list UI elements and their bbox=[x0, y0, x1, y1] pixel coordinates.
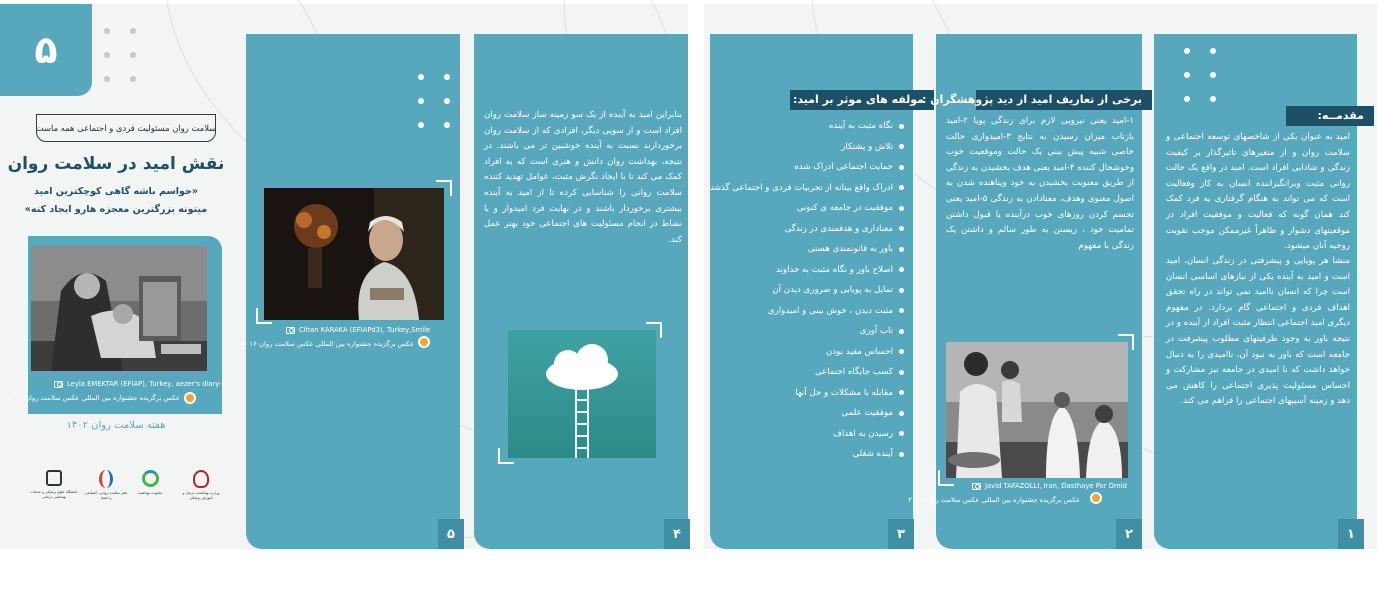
bullet-icon bbox=[899, 349, 904, 354]
page-4 bbox=[474, 34, 688, 549]
list-item: تلاش و پشتکار bbox=[718, 137, 904, 158]
smiling-woman-image bbox=[264, 188, 444, 320]
bullet-icon bbox=[899, 144, 904, 149]
list-item: باور به قانونمندی هستی bbox=[718, 239, 904, 260]
page-2-header: برخی از تعاریف امید از دید پژوهشگران : bbox=[976, 90, 1152, 110]
award-medal-icon bbox=[184, 392, 196, 404]
photo-award: عکس برگزیده جشنواره بین المللی عکس سلامت روان ۲۰۱۶ bbox=[242, 340, 414, 348]
health-deputy-logo bbox=[130, 470, 170, 496]
mental-health-office-logo bbox=[84, 470, 128, 500]
photo-credit bbox=[286, 326, 430, 334]
slogan-text: سلامت روان مسئولیت فردی و اجتماعی همه ماست bbox=[35, 123, 217, 133]
list-item: آینده شغلی bbox=[718, 444, 904, 465]
circle-logo-icon bbox=[142, 470, 159, 487]
list-item: تاب آوری bbox=[718, 321, 904, 342]
cover-title: نقش امید در سلامت روان bbox=[7, 154, 225, 174]
page-number-badge bbox=[0, 4, 92, 96]
camera-icon bbox=[286, 327, 295, 334]
page-number-tab: ۲ bbox=[1116, 519, 1142, 549]
page-3-header: مولفه های موثر بر امید: bbox=[790, 90, 934, 110]
brochure-sheet-left bbox=[0, 4, 688, 549]
list-item: حمایت اجتماعی ادراک شده bbox=[718, 157, 904, 178]
award-medal-icon bbox=[1090, 492, 1102, 504]
list-item: تمایل به پویایی و ضروری دیدن آن bbox=[718, 280, 904, 301]
cloud-ladder-icon bbox=[508, 330, 656, 458]
bullet-icon bbox=[899, 308, 904, 313]
cover-photo-award: عکس برگزیده جشنواره بین المللی عکس سلامت روان ۲۰۱۶ bbox=[8, 394, 180, 402]
corner-bracket-icon bbox=[498, 448, 514, 464]
list-item: احساس مفید بودن bbox=[718, 342, 904, 363]
cover-photo-credit bbox=[54, 380, 226, 388]
list-item: اصلاح باور و نگاه مثبت به خداوند bbox=[718, 260, 904, 281]
page-1-intro: امید به عنوان یکی از شاخصهای توسعه اجتماعی و سلامت روان و از متغیرهای تاثیرگذار بر کیفیت زندگی و شادابی افراد است. امید در واقع یک حالت روانی مثبت وبرانگیزاننده انسان به کار وفعالیت است که می تواند به هنگام گرفتاری به فرد کمک کند همان گونه که فعالیت و موفقیت افراد در موقعیتهای دشوار و ظاهراً غیرممکن موجب تقویت روحیه آنان میشود. bbox=[1166, 132, 1350, 252]
dot-grid bbox=[1184, 48, 1216, 102]
list-item: ادراک واقع بینانه از تجربیات فردی و اجتماعی گذشته bbox=[718, 178, 904, 199]
smiling-woman-photo bbox=[264, 188, 444, 320]
cover-page bbox=[0, 4, 232, 549]
list-item: موفقیت علمی bbox=[718, 403, 904, 424]
bullet-icon bbox=[899, 267, 904, 272]
bullet-icon bbox=[899, 124, 904, 129]
person-logo-icon bbox=[99, 470, 113, 488]
logo-caption: دانشگاه علوم پزشکی و خدمات بهداشتی درمانی bbox=[30, 490, 78, 499]
bullet-icon bbox=[899, 165, 904, 170]
university-logo bbox=[30, 470, 78, 499]
corner-bracket-icon bbox=[256, 308, 272, 324]
dot-grid bbox=[418, 74, 450, 128]
bullet-icon bbox=[899, 206, 904, 211]
hope-factors-list bbox=[706, 116, 904, 465]
dot-grid bbox=[104, 28, 136, 82]
camera-icon bbox=[54, 381, 63, 388]
grandmother-child-photo bbox=[31, 246, 207, 371]
bullet-icon bbox=[899, 288, 904, 293]
logo-caption: دفتر سلامت روانی، اجتماعی و اعتیاد bbox=[84, 491, 128, 500]
logo-caption: وزارت بهداشت، درمان و آموزش پزشکی bbox=[182, 491, 220, 500]
list-item: مقابله با مشکلات و حل آنها bbox=[718, 383, 904, 404]
list-item: موفقیت در جامعه ی کنونی bbox=[718, 198, 904, 219]
ministry-logo bbox=[178, 470, 224, 500]
cover-photo-panel bbox=[8, 236, 226, 414]
page-number-tab: ۳ bbox=[888, 519, 914, 549]
page-1-header: مقدمــه: bbox=[1286, 106, 1374, 126]
big-page-number: ۵ bbox=[34, 28, 58, 72]
photo-credit bbox=[972, 482, 1127, 490]
page-number-tab: ۴ bbox=[664, 519, 690, 549]
corner-bracket-icon bbox=[1118, 334, 1134, 350]
logo-caption: معاونت بهداشت bbox=[137, 491, 163, 495]
slogan-box bbox=[36, 114, 216, 142]
bullet-icon bbox=[899, 185, 904, 190]
page-1-body: منشا هر پویایی و پیشرفتی در زندگی انسان، امید است و امید به آینده یکی از نیازهای اساسی انسان است چرا که انسان ناامید نمی تواند در راه تحقق اهداف فردی و اجتماعی گام بردارد. در مفهوم دیگری امید اجتماعی انتظار مثبت افراد از آینده و در نتیجه باور به وجود ظرفیتهای مطلوب پیشرفت در جامعه است که باور به نبود آن، ناامیدی را به دنبال خواهد داشت که نا امیدی در جامعه نیز مشارکت و احساس مسئولیت پذیری اجتماعی را کاهش می دهد و زمینه آسیبهای اجتماعی را فراهم می کند. bbox=[1166, 256, 1350, 407]
week-label: هفته سلامت روان ۱۴۰۲ bbox=[66, 420, 166, 431]
page-4-body: بنابراین امید به آینده از یک سو زمینه ساز سلامت روان افراد است و از سویی دیگر، افرادی که از سلامت روان برخوردارند نسبت به آینده خوشبین تر می باشند. در نتیجه، بهداشت روان دانش و هنری است که به افراد کمک می کند تا با ایجاد نگرش مثبت، عوامل تهدید کننده سلامت روانی را شناسایی کرده تا از امید به آینده بیشتری برخوردار باشند و در نهایت فرد امیدوار و با نشاط در انجام مسئولیت های اجتماعی خود بهتر عمل کند. bbox=[484, 110, 682, 245]
university-logo-icon bbox=[46, 470, 62, 486]
page-number-tab: ۵ bbox=[438, 519, 464, 549]
cover-photo bbox=[31, 246, 207, 371]
photo-credit-text: Leyla EMEKTAR (EFIAP), Turkey, aezer's diary-8 bbox=[67, 380, 226, 388]
photo-page bbox=[242, 34, 460, 549]
cover-quote-line-1: «حواسم باشه گاهی کوچکترین امید bbox=[33, 186, 198, 197]
list-item: مثبت دیدن ، خوش بینی و امیدواری bbox=[718, 301, 904, 322]
page-number-tab: ۱ bbox=[1338, 519, 1364, 549]
photo-credit-text: Cihan KARAKA (EFIAPd3), Turkey,Smile bbox=[299, 326, 431, 334]
bullet-icon bbox=[899, 431, 904, 436]
bullet-icon bbox=[899, 411, 904, 416]
corner-bracket-icon bbox=[646, 322, 662, 338]
corner-bracket-icon bbox=[938, 470, 954, 486]
photo-credit-text: Javid TAFAZOLLI, Iran, Dasthaye Por Omid bbox=[985, 482, 1127, 490]
page-2-body: ۱-امید یعنی نیرویی لازم برای زندگی پویا ۲-امید بازتاب میزان رسیدن به نتایج ۳-امیدواری حالت خاصی شبیه پیش بینی یک حالت وموقعیت خوب وخوشحال کننده ۴-امید یعنی هدف بخشیدن به زندگی از طریق معنویت بخشیدن به خود وپناهنده شدن به اصول معنوی وهدف، معنادادن به زندگی ۵-امید یعنی تجسم کردن روزهای خوب درآینده یا قبول داشتن تمامیت خود ، زیستن به طور سالم و داشتن یک زندگی با مفهوم bbox=[946, 116, 1134, 251]
cloud-ladder-illustration bbox=[508, 330, 656, 458]
photo-award: عکس برگزیده جشنواره بین المللی عکس سلامت روان ۲۰۱۶ bbox=[908, 496, 1080, 504]
bullet-icon bbox=[899, 247, 904, 252]
bullet-icon bbox=[899, 226, 904, 231]
bullet-icon bbox=[899, 390, 904, 395]
family-photo bbox=[946, 342, 1128, 478]
camera-icon bbox=[972, 483, 981, 490]
page-2 bbox=[908, 34, 1142, 549]
family-photo-image bbox=[946, 342, 1128, 478]
cover-quote-line-2: میتونه بزرگترین معجزه هارو ایجاد کنه» bbox=[24, 204, 208, 215]
list-item: نگاه مثبت به آینده bbox=[718, 116, 904, 137]
bullet-icon bbox=[899, 370, 904, 375]
brochure-sheet-right bbox=[704, 4, 1377, 549]
list-item: رسیدن به اهداف bbox=[718, 424, 904, 445]
bullet-icon bbox=[899, 329, 904, 334]
bullet-icon bbox=[899, 452, 904, 457]
corner-bracket-icon bbox=[436, 180, 452, 196]
list-item: کسب جایگاه اجتماعی bbox=[718, 362, 904, 383]
list-item: معناداری و هدفمندی در زندگی bbox=[718, 219, 904, 240]
award-medal-icon bbox=[418, 336, 430, 348]
emblem-icon bbox=[193, 470, 209, 488]
